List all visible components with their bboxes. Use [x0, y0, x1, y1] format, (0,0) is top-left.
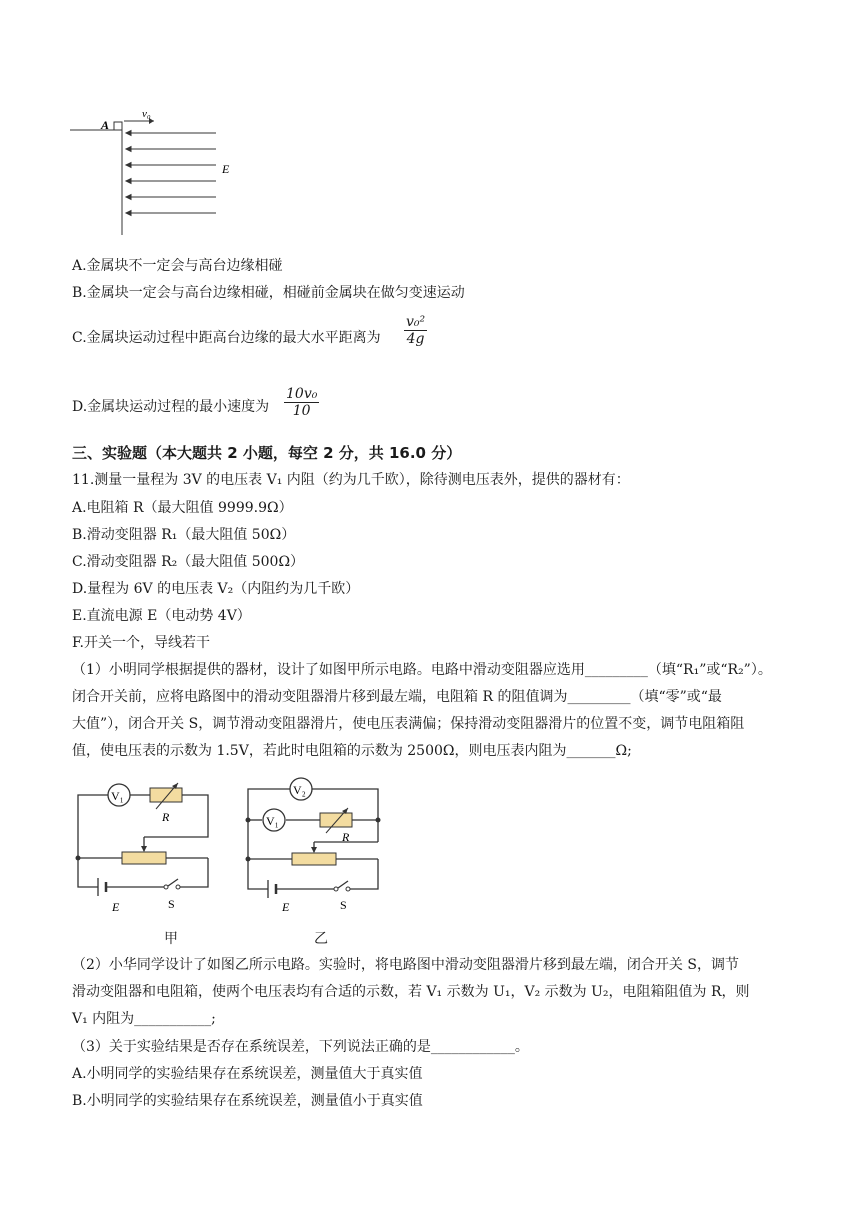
equip-f: F.开关一个，导线若干	[72, 635, 210, 651]
svg-text:V₂: V₂	[293, 783, 306, 797]
metal-block	[114, 122, 122, 130]
circuit-jia	[70, 775, 220, 915]
part3-question: （3）关于实验结果是否存在系统误差，下列说法正确的是____________。	[72, 1039, 529, 1055]
equip-d: D.量程为 6V 的电压表 V₂（内阻约为几千欧）	[72, 581, 360, 597]
field-diagram	[70, 105, 240, 240]
svg-text:S: S	[168, 897, 175, 911]
circuit-yi	[240, 775, 390, 915]
part2-line1: （2）小华同学设计了如图乙所示电路。实验时，将电路图中滑动变阻器滑片移到最左端，闭合开关 S，调节	[72, 957, 739, 973]
equip-c: C.滑动变阻器 R₂（最大阻值 500Ω）	[72, 554, 305, 570]
svg-text:S: S	[340, 898, 347, 912]
svg-text:E: E	[282, 900, 290, 914]
part1-line2: 闭合开关前，应将电路图中的滑动变阻器滑片移到最左端，电阻箱 R 的阻值调为_________（填“零”或“最	[72, 689, 722, 705]
rheostat-b	[292, 853, 336, 865]
svg-text:V₁: V₁	[111, 789, 124, 803]
switch-s	[168, 879, 178, 886]
option-d: D.金属块运动过程的最小速度为	[72, 399, 270, 415]
option-a: A.金属块不一定会与高台边缘相碰	[72, 258, 283, 274]
option-c: C.金属块运动过程中距高台边缘的最大水平距离为	[72, 330, 381, 346]
label-e: E	[222, 162, 230, 176]
resistance-box-b	[320, 813, 352, 827]
equip-a: A.电阻箱 R（最大阻值 9999.9Ω）	[72, 500, 293, 516]
svg-text:E: E	[112, 900, 120, 914]
rheostat	[122, 852, 166, 864]
part3-option-b: B.小明同学的实验结果存在系统误差，测量值小于真实值	[72, 1093, 423, 1109]
part2-line3: V₁ 内阻为___________;	[72, 1011, 216, 1027]
option-b: B.金属块一定会与高台边缘相碰，相碰前金属块在做匀变速运动	[72, 285, 465, 301]
part1-line4: 值，使电压表的示数为 1.5V，若此时电阻箱的示数为 2500Ω，则电压表内阻为_______Ω;	[72, 743, 632, 759]
equip-e: E.直流电源 E（电动势 4V）	[72, 608, 251, 624]
caption-jia: 甲	[164, 931, 178, 947]
switch-s-b	[338, 881, 348, 888]
equip-b: B.滑动变阻器 R₁（最大阻值 50Ω）	[72, 527, 296, 543]
part3-option-a: A.小明同学的实验结果存在系统误差，测量值大于真实值	[72, 1066, 423, 1082]
part1-line1: （1）小明同学根据提供的器材，设计了如图甲所示电路。电路中滑动变阻器应选用_________（填“R₁”或“R₂”）。	[72, 662, 772, 678]
svg-text:R: R	[342, 830, 350, 844]
caption-yi: 乙	[314, 931, 328, 947]
label-a: A	[101, 118, 110, 132]
resistance-box	[150, 788, 182, 802]
fraction-d: $\frac{\text{10v₀}}{10}$	[286, 386, 318, 419]
part2-line2: 滑动变阻器和电阻箱，使两个电压表均有合适的示数，若 V₁ 示数为 U₁，V₂ 示数为 U₂，电阻箱阻值为 R，则	[72, 984, 750, 1000]
section-heading: 三、实验题（本大题共 2 小题，每空 2 分，共 16.0 分）	[72, 444, 462, 462]
field-lines	[126, 131, 216, 216]
label-v0: v₀	[142, 108, 151, 120]
svg-text:V₁: V₁	[266, 814, 279, 828]
part1-line3: 大值”），闭合开关 S，调节滑动变阻器滑片，使电压表满偏；保持滑动变阻器滑片的位置不变，调节电阻箱阻	[72, 716, 745, 732]
fraction-c: $\frac{\text{v₀²}}{4g}$	[406, 314, 426, 347]
svg-text:R: R	[162, 810, 170, 824]
q11-stem: 11.测量一量程为 3V 的电压表 V₁ 内阻（约为几千欧），除待测电压表外，提供的器材有：	[72, 472, 630, 488]
